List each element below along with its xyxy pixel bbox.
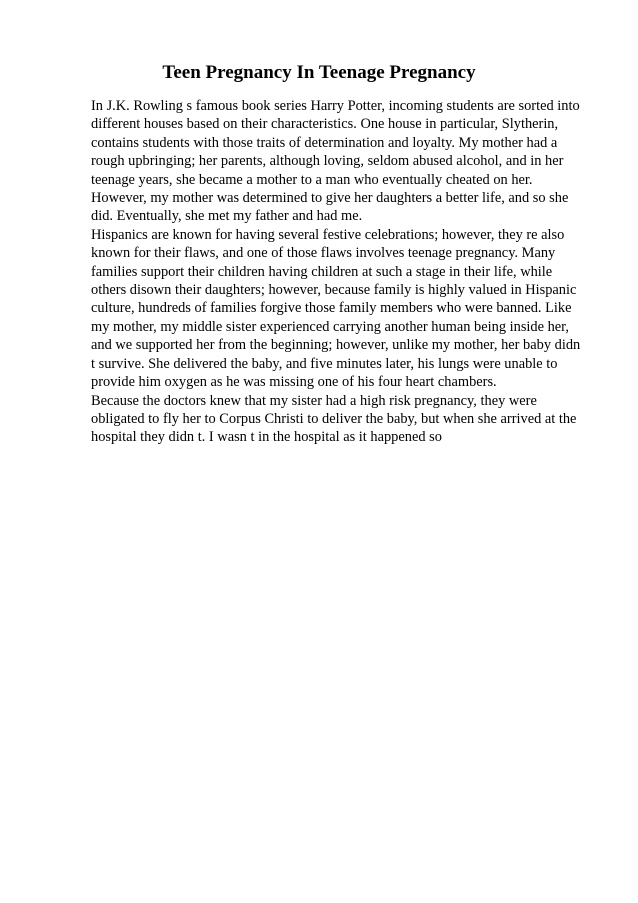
body-line: In J.K. Rowling s famous book series Harry Potter, incoming students are sorted into bbox=[91, 98, 580, 114]
document-title: Teen Pregnancy In Teenage Pregnancy bbox=[162, 62, 476, 83]
body-line: However, my mother was determined to give her daughters a better life, and so she bbox=[91, 190, 569, 207]
body-line: t survive. She delivered the baby, and five minutes later, his lungs were unable to bbox=[91, 355, 558, 372]
body-line: contains students with those traits of determination and loyalty. My mother had a bbox=[91, 134, 558, 151]
body-line: teenage years, she became a mother to a man who eventually cheated on her. bbox=[91, 171, 533, 188]
body-line: did. Eventually, she met my father and had me. bbox=[91, 208, 363, 225]
body-line: my mother, my middle sister experienced carrying another human being inside her, bbox=[91, 318, 569, 335]
body-line: provide him oxygen as he was missing one of his four heart chambers. bbox=[91, 374, 497, 391]
body-line: different houses based on their characteristics. One house in particular, Slytherin, bbox=[91, 116, 559, 133]
body-line: others disown their daughters; however, because family is highly valued in Hispanic bbox=[91, 282, 577, 299]
body-line: obligated to fly her to Corpus Christi to deliver the baby, but when she arrived at the bbox=[91, 410, 577, 427]
body-line: hospital they didn t. I wasn t in the hospital as it happened so bbox=[91, 429, 442, 446]
body-line: known for their flaws, and one of those flaws involves teenage pregnancy. Many bbox=[91, 245, 556, 262]
document-body bbox=[91, 97, 601, 447]
body-line: Because the doctors knew that my sister had a high risk pregnancy, they were bbox=[91, 392, 537, 409]
body-line: rough upbringing; her parents, although loving, seldom abused alcohol, and in her bbox=[91, 153, 564, 170]
body-line: families support their children having children at such a stage in their life, while bbox=[91, 263, 553, 280]
body-line: culture, hundreds of families forgive those family members who were banned. Like bbox=[91, 300, 572, 317]
body-line: Hispanics are known for having several festive celebrations; however, they re also bbox=[91, 226, 565, 243]
body-line: and we supported her from the beginning; however, unlike my mother, her baby didn bbox=[91, 337, 581, 354]
